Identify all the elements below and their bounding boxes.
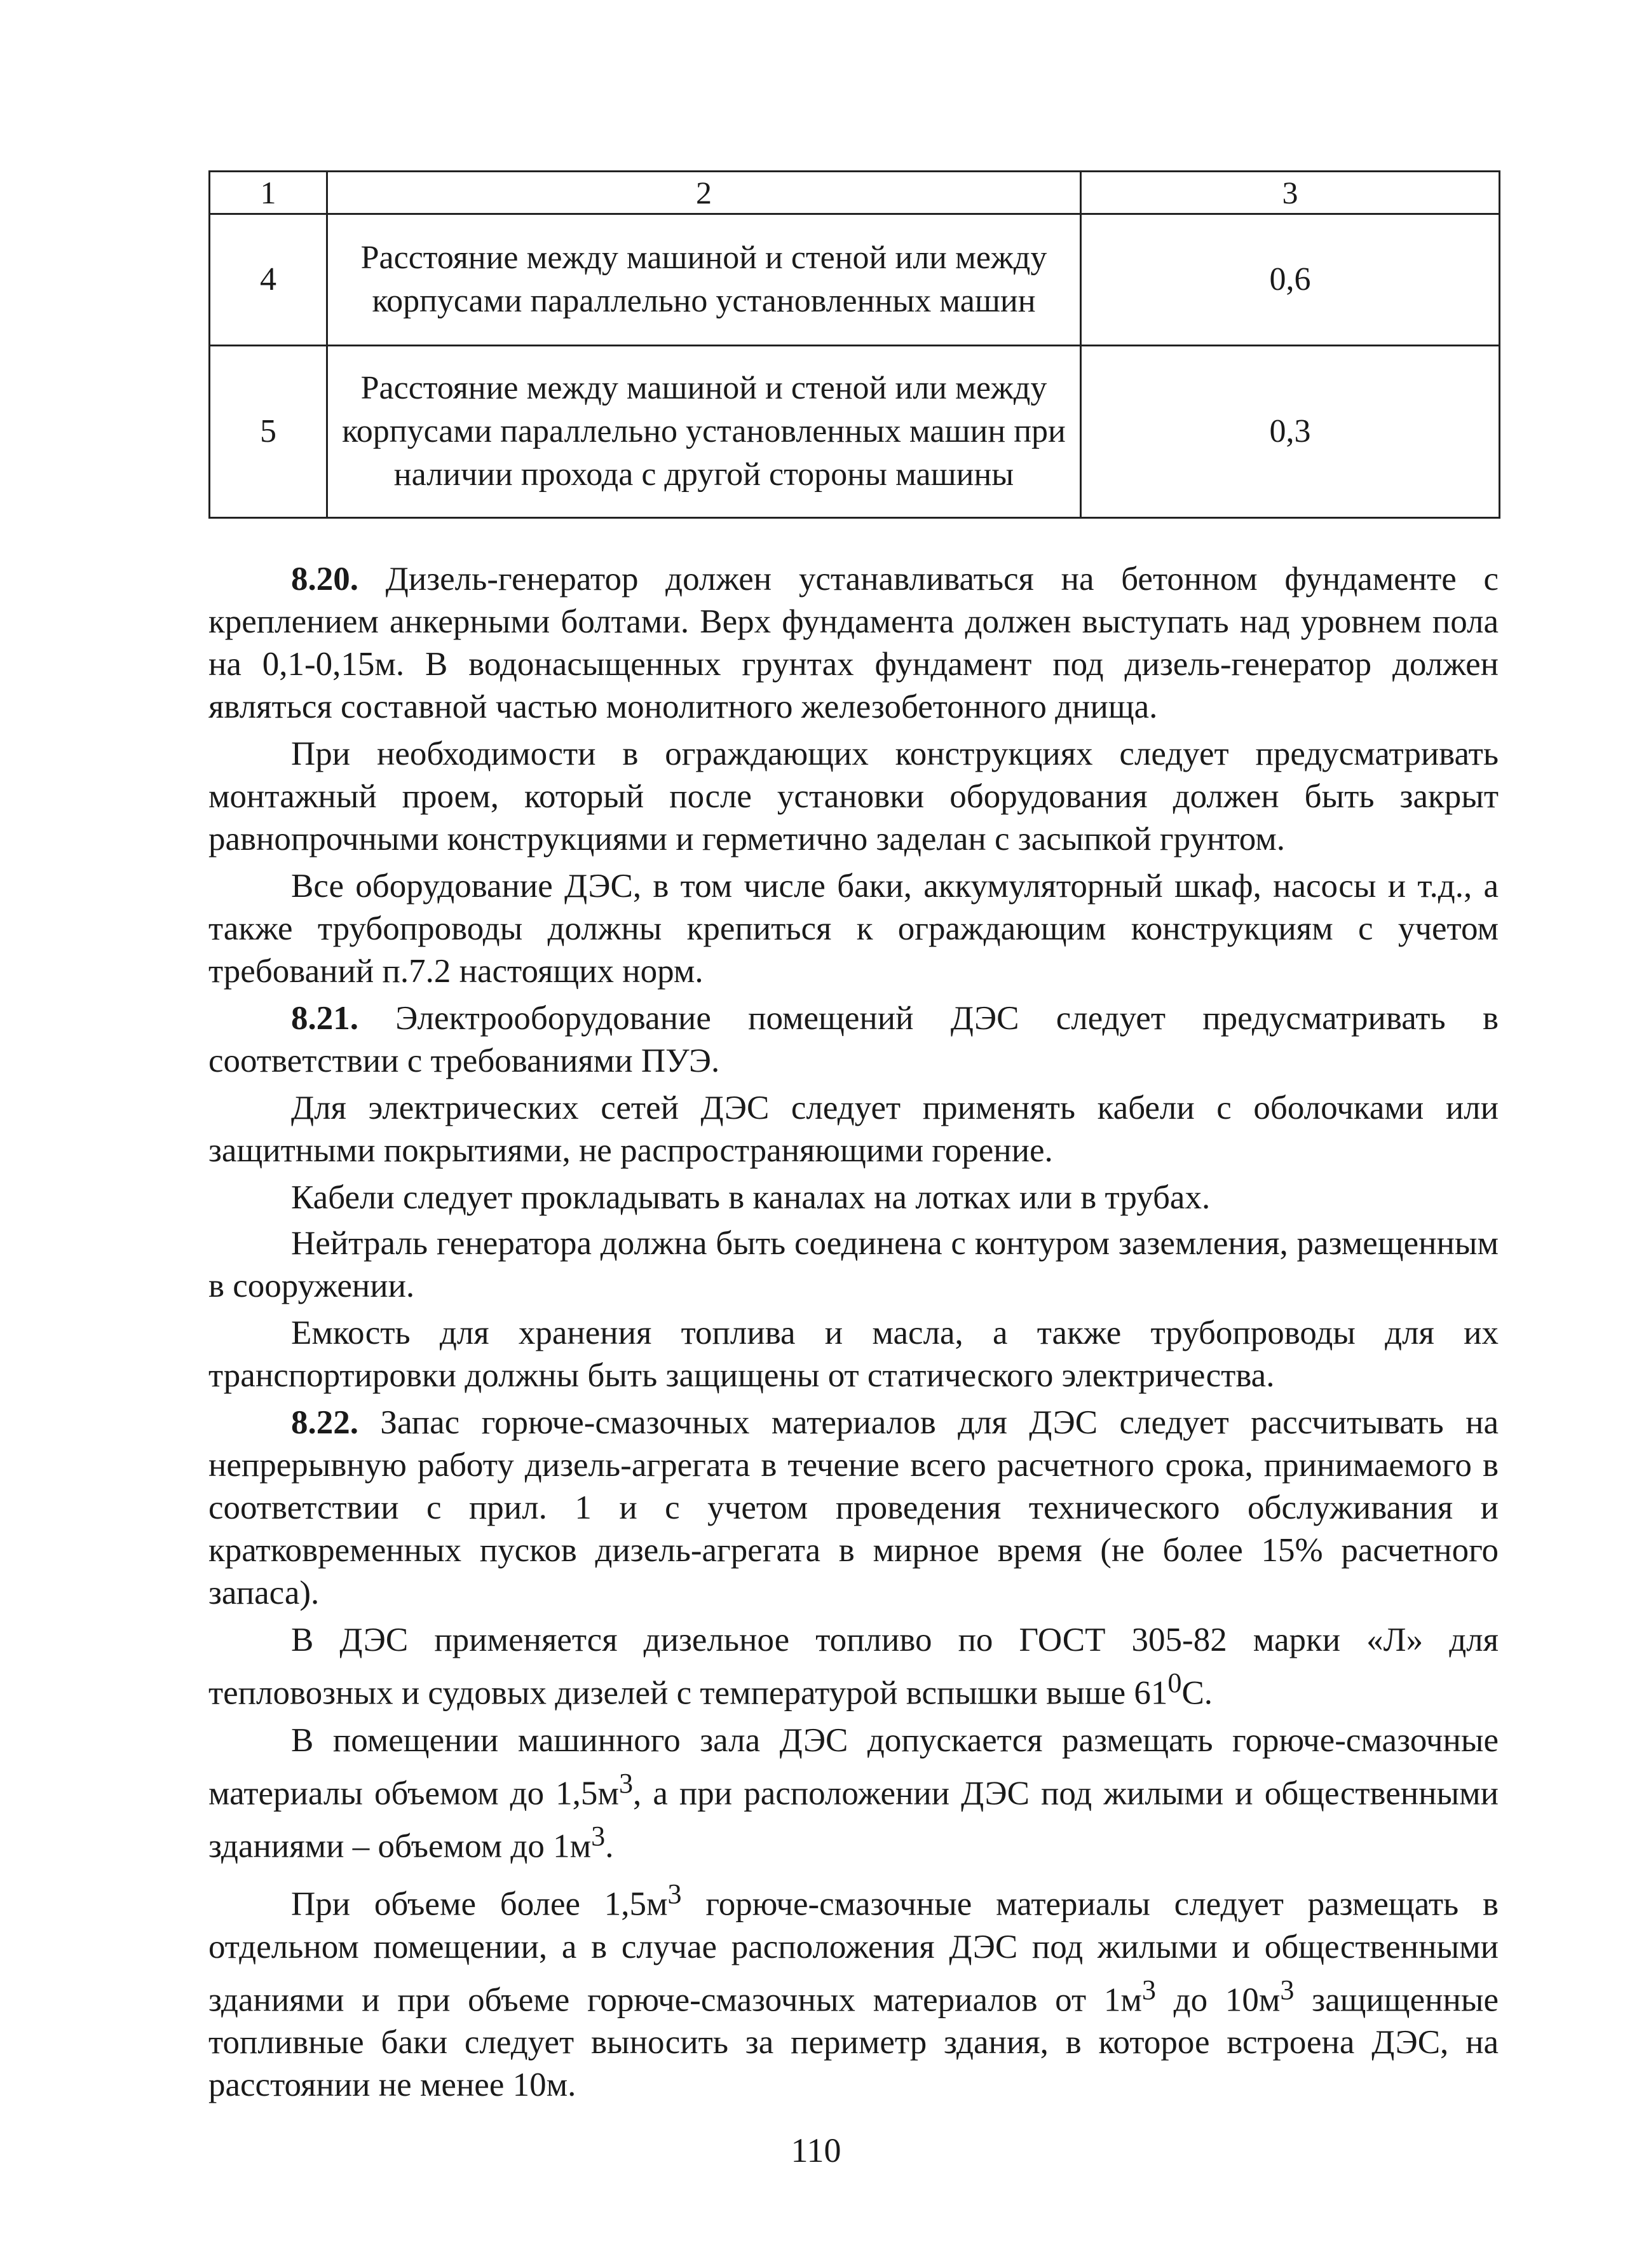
table-cell-num: 4 bbox=[210, 214, 327, 346]
paragraph bbox=[208, 865, 1499, 993]
distance-table bbox=[208, 170, 1500, 519]
table-header-cell: 3 bbox=[1081, 172, 1500, 214]
paragraph-text: В ДЭС применяется дизельное топливо по ГОСТ 305-82 марки «Л» для тепловозных и судовых дизелей с температурой вспышки выше 61 bbox=[208, 1622, 1499, 1712]
superscript: 3 bbox=[618, 1767, 634, 1799]
page-number: 110 bbox=[791, 2131, 841, 2169]
paragraph-text: Дизель-генератор должен устанавливаться на бетонном фундаменте с креплением анкерными болтами. Верх фундамента должен выступать над уровнем пола на 0,1-0,15м. В водонасыщенных грунтах фундамент под дизель-генератор должен являться составной частью монолитного железобетонного днища. bbox=[208, 561, 1499, 725]
superscript: 3 bbox=[591, 1821, 606, 1852]
paragraph-text: защищенные топливные баки следует выносить за периметр здания, в которое встроена ДЭС, на расстоянии не менее 10м. bbox=[208, 1981, 1499, 2104]
superscript: 3 bbox=[667, 1878, 682, 1909]
table-cell-text: Расстояние между машиной и стеной или между корпусами параллельно установленных машин при наличии прохода с другой стороны машины bbox=[327, 346, 1081, 518]
clause-number: 8.21. bbox=[291, 1000, 358, 1037]
paragraph bbox=[208, 1873, 1499, 2107]
clause-number: 8.22. bbox=[291, 1404, 358, 1441]
table-cell-num: 5 bbox=[210, 346, 327, 518]
table-header-cell: 1 bbox=[210, 172, 327, 214]
paragraph bbox=[208, 1222, 1499, 1308]
paragraph-text: При объеме более 1,5м bbox=[291, 1885, 668, 1923]
paragraph-text: Все оборудование ДЭС, в том числе баки, аккумуляторный шкаф, насосы и т.д., а также трубопроводы должны крепиться к ограждающим конструкциям с учетом требований п.7.2 настоящих норм. bbox=[208, 868, 1499, 990]
paragraph bbox=[208, 1087, 1499, 1172]
paragraph-text: Емкость для хранения топлива и масла, а также трубопроводы для их транспортировки должны быть защищены от статического электричества. bbox=[208, 1315, 1499, 1394]
document-body bbox=[208, 558, 1499, 2111]
paragraph-8-21 bbox=[208, 997, 1499, 1083]
paragraph bbox=[208, 1619, 1499, 1715]
paragraph-8-22 bbox=[208, 1402, 1499, 1615]
table-cell-value: 0,6 bbox=[1081, 214, 1500, 346]
paragraph-text: Для электрических сетей ДЭС следует применять кабели с оболочками или защитными покрытиями, не распространяющими горение. bbox=[208, 1090, 1499, 1169]
paragraph-text: С. bbox=[1181, 1674, 1213, 1712]
paragraph-text: Электрооборудование помещений ДЭС следует предусматривать в соответствии с требованиями ПУЭ. bbox=[208, 1000, 1499, 1079]
paragraph bbox=[208, 1177, 1499, 1219]
table-cell-text: Расстояние между машиной и стеной или между корпусами параллельно установленных машин bbox=[327, 214, 1081, 346]
superscript: 3 bbox=[1280, 1974, 1295, 2005]
paragraph-text: до 10м bbox=[1155, 1981, 1281, 2019]
clause-number: 8.20. bbox=[291, 561, 358, 598]
paragraph-text: , а при расположении ДЭС под жилыми и общественными зданиями – объемом до 1м bbox=[208, 1775, 1499, 1865]
paragraph-text: В помещении машинного зала ДЭС допускается размещать горюче-смазочные материалы объемом до 1,5м bbox=[208, 1721, 1499, 1812]
paragraph-text: горюче-смазочные материалы следует размещать в отдельном помещении, а в случае расположения ДЭС под жилыми и общественными зданиями и при объеме горюче-смазочных материалов от 1м bbox=[208, 1885, 1499, 2019]
superscript: 3 bbox=[1141, 1974, 1156, 2005]
table-cell-value: 0,3 bbox=[1081, 346, 1500, 518]
table-row bbox=[210, 214, 1500, 346]
table-header-row bbox=[210, 172, 1500, 214]
table-row bbox=[210, 346, 1500, 518]
paragraph-text: Кабели следует прокладывать в каналах на лотках или в трубах. bbox=[291, 1179, 1211, 1216]
table-header-cell: 2 bbox=[327, 172, 1081, 214]
superscript: 0 bbox=[1167, 1667, 1182, 1698]
paragraph-text: Нейтраль генератора должна быть соединена с контуром заземления, размещенным в сооружении. bbox=[208, 1225, 1499, 1304]
paragraph-text: Запас горюче-смазочных материалов для ДЭС следует рассчитывать на непрерывную работу дизель-агрегата в течение всего расчетного срока, принимаемого в соответствии с прил. 1 и с учетом проведения технического обслуживания и кратковременных пусков дизель-агрегата в мирное время (не более 15% расчетного запаса). bbox=[208, 1404, 1499, 1611]
paragraph-text: При необходимости в ограждающих конструкциях следует предусматривать монтажный проем, который после установки оборудования должен быть закрыт равнопрочными конструкциями и герметично заделан с засыпкой грунтом. bbox=[208, 735, 1499, 857]
paragraph-8-20 bbox=[208, 558, 1499, 728]
paragraph bbox=[208, 1312, 1499, 1397]
paragraph-text: . bbox=[605, 1827, 614, 1865]
paragraph bbox=[208, 1719, 1499, 1868]
paragraph bbox=[208, 733, 1499, 861]
